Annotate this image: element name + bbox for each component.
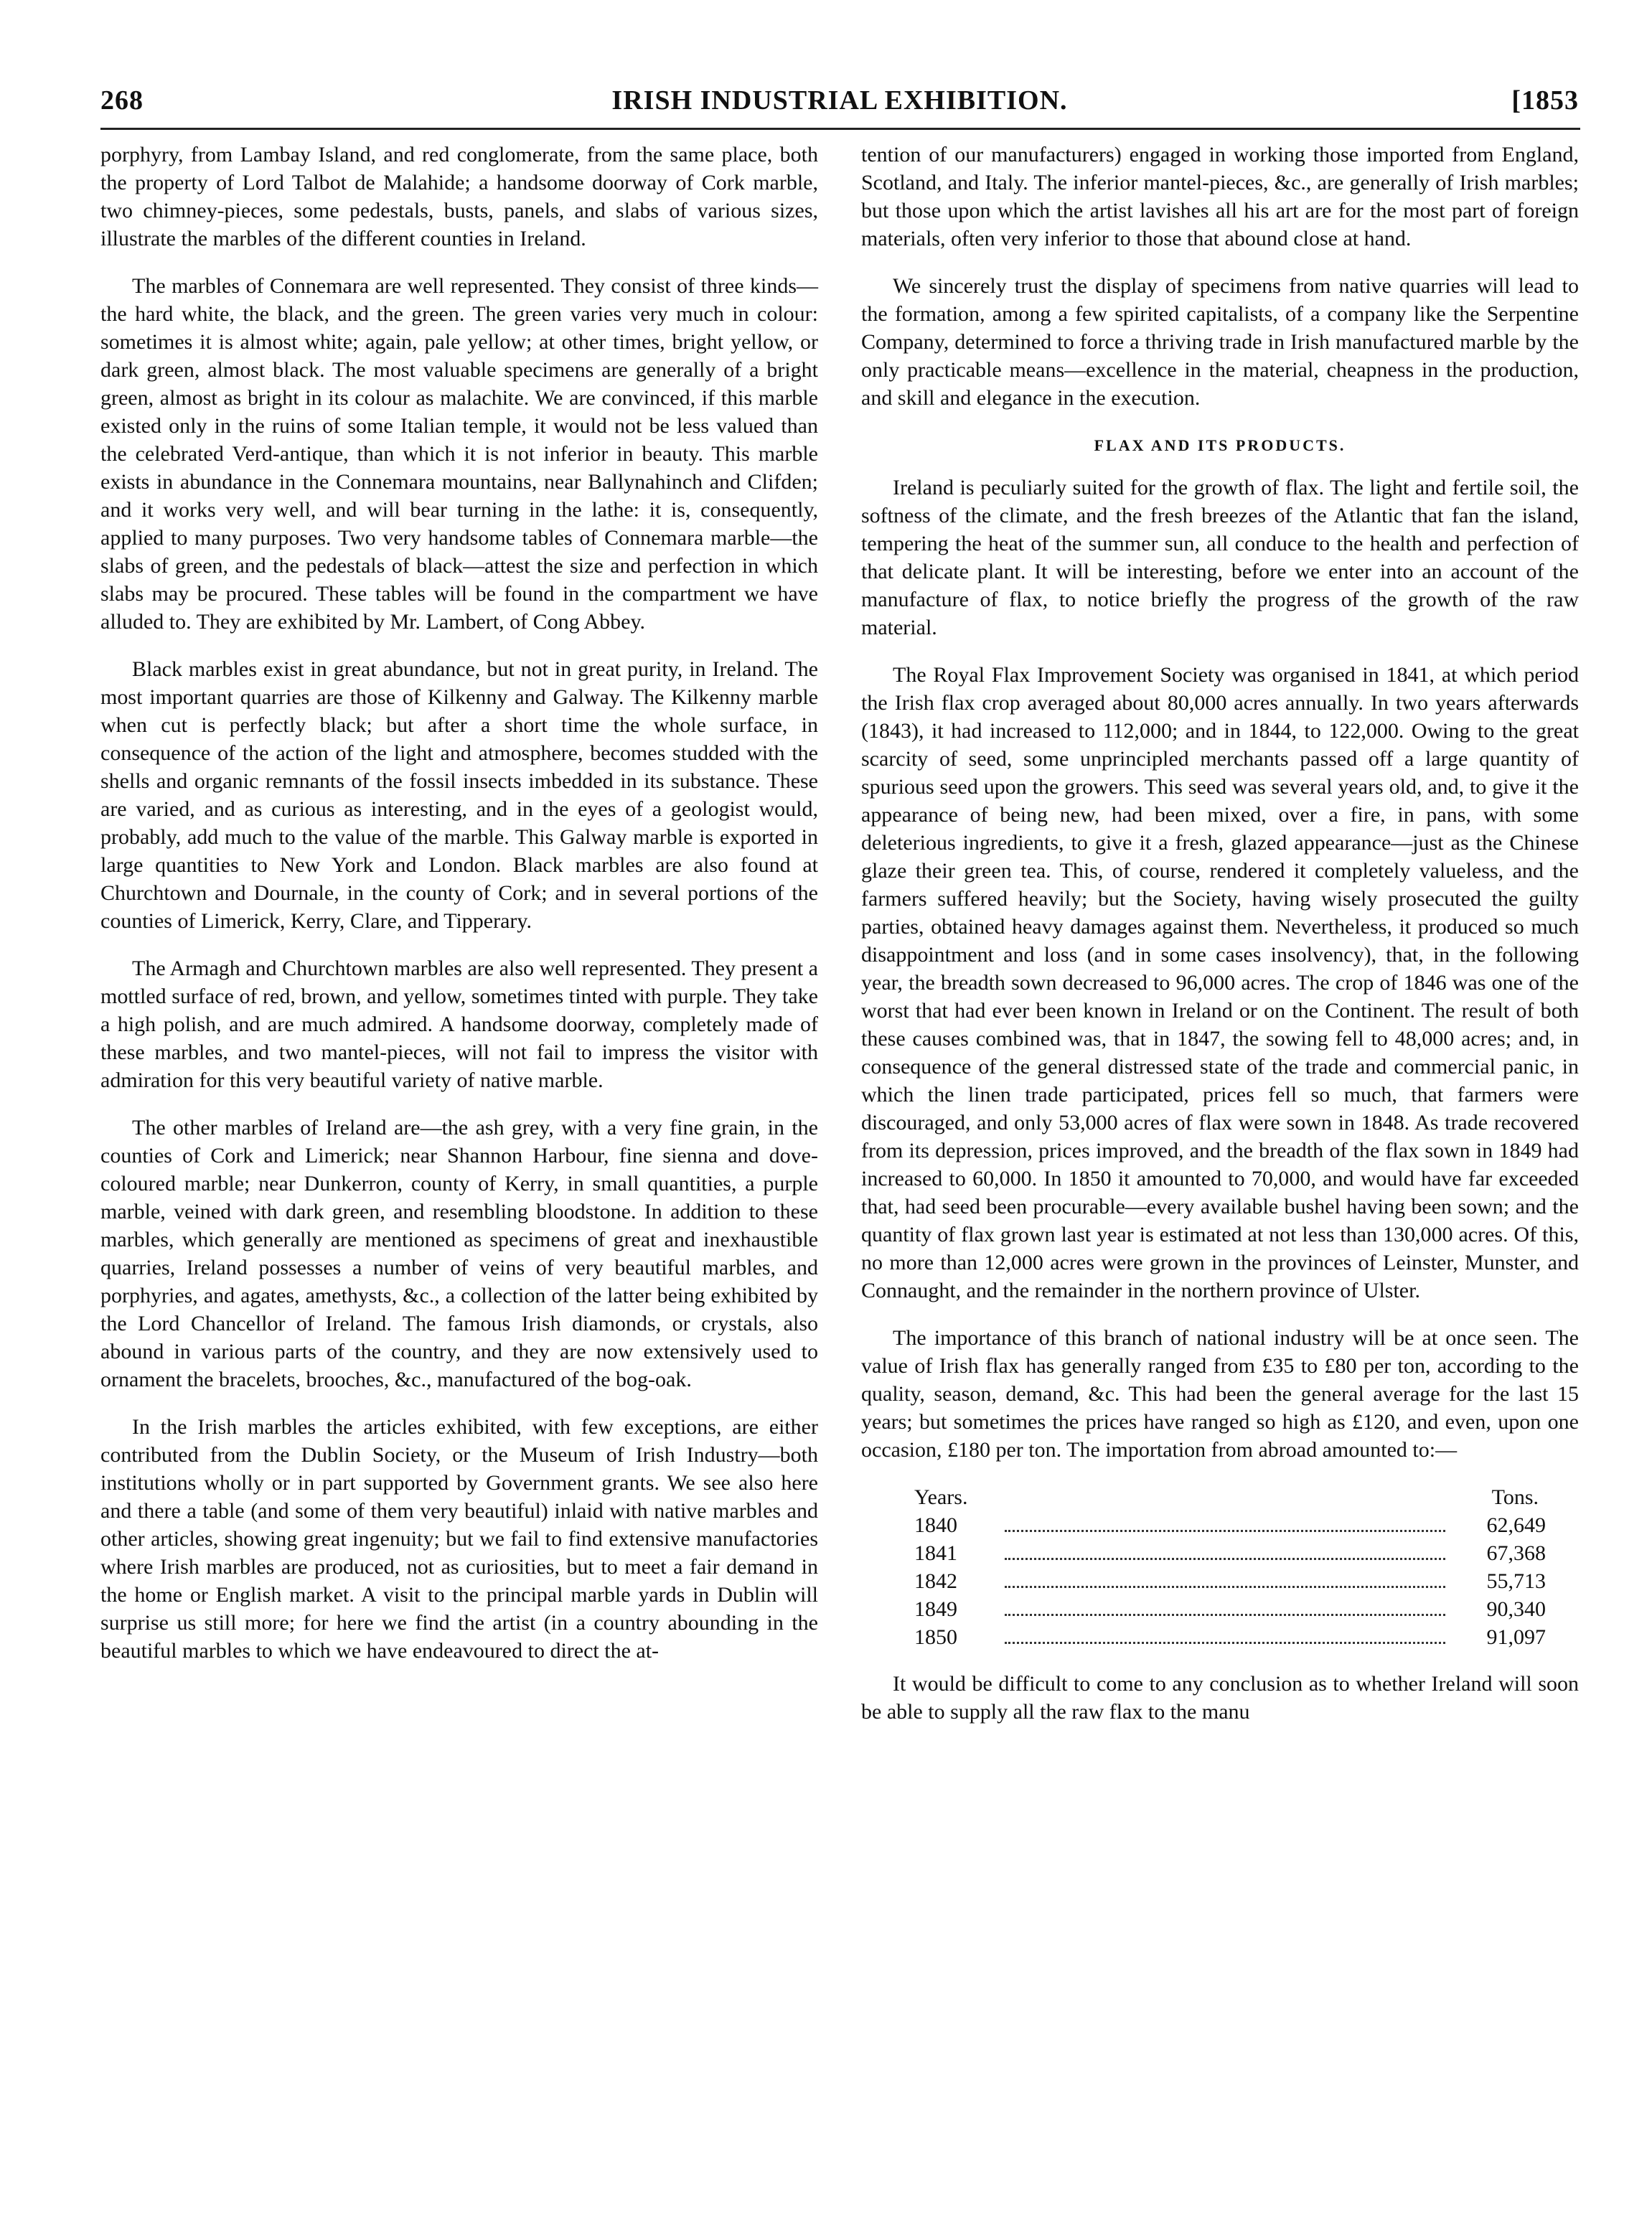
year-cell: 1841	[914, 1541, 957, 1565]
table-header	[914, 1483, 1546, 1511]
paragraph: The importance of this branch of national industry will be at once seen. The value of Irish flax has generally ranged from £35 to £80 per ton, according to the quality, season, demand, &c. This had been the general average for the last 15 years; but sometimes the prices have ranged so high as £120, and even, upon one occasion, £180 per ton. The importation from abroad amounted to:—	[861, 1326, 1579, 1462]
section-heading: FLAX AND ITS PRODUCTS.	[1094, 436, 1346, 454]
table-row	[914, 1539, 1546, 1567]
tons-cell: 55,713	[1486, 1569, 1546, 1593]
paragraph: The Armagh and Churchtown marbles are also well represented. They present a mottled surface of red, brown, and yellow, sometimes tinted with purple. They take a high polish, and are much admired. A handsome doorway, completely made of these marbles, and two mantel-pieces, will not fail to impress the visitor with admiration for this very beautiful variety of native marble.	[100, 957, 818, 1092]
paragraph: Black marbles exist in great abundance, but not in great purity, in Ireland. The most important quarries are those of Kilkenny and Galway. The Kilkenny marble when cut is perfectly black; but after a short time the whole surface, in consequence of the action of the light and atmosphere, becomes studded with the shells and organic remnants of the fossil insects imbedded in its substance. These are varied, and as curious as interesting, and in the eyes of a geologist would, probably, add much to the value of the marble. This Galway marble is exported in large quantities to New York and London. Black marbles are also found at Churchtown and Dournale, in the county of Cork; and in several portions of the counties of Limerick, Kerry, Clare, and Tipperary.	[100, 657, 818, 933]
paragraph: porphyry, from Lambay Island, and red conglomerate, from the same place, both the property of Lord Talbot de Malahide; a handsome doorway of Cork marble, two chimney-pieces, some pedestals, busts, panels, and slabs of various sizes, illustrate the marbles of the different counties in Ireland.	[100, 143, 818, 250]
dot-leader	[1005, 1558, 1445, 1560]
table-row	[914, 1595, 1546, 1623]
year-cell: 1842	[914, 1569, 957, 1593]
page-number: 268	[100, 85, 144, 116]
year-cell: 1850	[914, 1625, 957, 1649]
tons-cell: 90,340	[1486, 1597, 1546, 1621]
years-column-header: Years.	[914, 1485, 968, 1509]
paragraph: The marbles of Connemara are well represented. They consist of three kinds—the hard white, the black, and the green. The green varies very much in colour: sometimes it is almost white; again, pale yellow; at other times, bright yellow, or dark green, almost black. The most valuable specimens are generally of a bright green, almost as bright in its colour as malachite. We are convinced, if this marble existed only in the ruins of some Italian temple, it would not be less valued than the celebrated Verd-antique, than which it is not inferior in beauty. This marble exists in abundance in the Connemara mountains, near Ballynahinch and Clifden; and it works very well, and will bear turning in the lathe: it is, consequently, applied to many purposes. Two very handsome tables of Connemara marble—the slabs of green, and the pedestals of black—attest the size and perfection in which slabs may be procured. These tables will be found in the compartment we have alluded to. They are exhibited by Mr. Lambert, of Cong Abbey.	[100, 274, 818, 634]
dot-leader	[1005, 1614, 1445, 1616]
paragraph: The Royal Flax Improvement Society was organised in 1841, at which period the Irish flax crop averaged about 80,000 acres annually. In two years afterwards (1843), it had increased to 112,000; and in 1844, to 122,000. Owing to the great scarcity of seed, some unprincipled merchants passed off a large quantity of spurious seed upon the growers. This seed was several years old, and, to give it the appearance of being new, had been mixed, over a fire, in pans, with some deleterious ingredients, to give it a fresh, glazed appearance—just as the Chinese glaze their green tea. This, of course, rendered it completely valueless, and the farmers suffered heavily; but the Society, having wisely prosecuted the guilty parties, obtained heavy damages against them. Nevertheless, it produced so much disappointment and loss (and in some cases insolvency), that, in the following year, the breadth sown decreased to 96,000 acres. The crop of 1846 was one of the worst that had ever been known in Ireland or on the Continent. The result of both these causes combined was, that in 1847, the sowing fell to 48,000 acres; and, in consequence of the general distressed state of the trade and commercial panic, in which the linen trade participated, prices fell so much, that farmers were discouraged, and only 53,000 acres of flax were sown in 1848. As trade recovered from its depression, prices improved, and the breadth of the flax sown in 1849 had increased to 60,000. In 1850 it amounted to 70,000, and would have far exceeded that, had seed been procurable—every available bushel having been sown; and the quantity of flax grown last year is estimated at not less than 130,000 acres. Of this, no more than 12,000 acres were grown in the provinces of Leinster, Munster, and Connaught, and the remainder in the northern province of Ulster.	[861, 663, 1579, 1302]
dot-leader	[1005, 1530, 1445, 1532]
tons-cell: 67,368	[1486, 1541, 1546, 1565]
table-row	[914, 1623, 1546, 1651]
dot-leader	[1005, 1586, 1445, 1588]
left-column	[100, 141, 818, 1684]
paragraph: It would be difficult to come to any conclusion as to whether Ireland will soon be able to supply all the raw flax to the manu	[861, 1672, 1579, 1724]
right-column	[861, 141, 1579, 1745]
running-header	[100, 85, 1579, 128]
tons-cell: 62,649	[1486, 1513, 1546, 1537]
header-year: [1853	[1511, 85, 1579, 116]
table-row	[914, 1511, 1546, 1539]
flax-import-table	[914, 1483, 1546, 1651]
paragraph: Ireland is peculiarly suited for the growth of flax. The light and fertile soil, the softness of the climate, and the fresh breezes of the Atlantic that fan the island, tempering the heat of the summer sun, all conduce to the health and perfection of that delicate plant. It will be interesting, before we enter into an account of the manufacture of flax, to notice briefly the progress of the growth of the raw material.	[861, 476, 1579, 639]
paragraph: The other marbles of Ireland are—the ash grey, with a very fine grain, in the counties of Cork and Limerick; near Shannon Harbour, fine sienna and dove-coloured marble; near Dunkerron, county of Kerry, in small quantities, a purple marble, veined with dark green, and resembling bloodstone. In addition to these marbles, which generally are mentioned as specimens of great and inexhaustible quarries, Ireland possesses a number of veins of very beautiful marbles, and porphyries, and agates, amethysts, &c., a collection of the latter being exhibited by the Lord Chancellor of Ireland. The famous Irish diamonds, or crystals, also abound in various parts of the country, and they are now extensively used to ornament the bracelets, brooches, &c., manufactured of the bog-oak.	[100, 1116, 818, 1391]
running-title: IRISH INDUSTRIAL EXHIBITION.	[611, 85, 1068, 116]
table-row	[914, 1567, 1546, 1595]
paragraph: In the Irish marbles the articles exhibited, with few exceptions, are either contributed from the Dublin Society, or the Museum of Irish Industry—both institutions wholly or in part supported by Government grants. We see also here and there a table (and some of them very beautiful) inlaid with native marbles and other articles, showing great ingenuity; but we fail to find extensive manufactories where Irish marbles are produced, not as curiosities, but to meet a fair demand in the home or English market. A visit to the principal marble yards in Dublin will surprise us still more; for here we find the artist (in a country abounding in the beautiful marbles to which we have endeavoured to direct the at-	[100, 1415, 818, 1663]
year-cell: 1840	[914, 1513, 957, 1537]
header-rule	[100, 128, 1580, 130]
dot-leader	[1005, 1642, 1445, 1644]
tons-column-header: Tons.	[1491, 1485, 1539, 1509]
tons-cell: 91,097	[1486, 1625, 1546, 1649]
year-cell: 1849	[914, 1597, 957, 1621]
paragraph: tention of our manufacturers) engaged in working those imported from England, Scotland, and Italy. The inferior mantel-pieces, &c., are generally of Irish marbles; but those upon which the artist lavishes all his art are for the most part of foreign materials, often very inferior to those that abound close at hand.	[861, 143, 1579, 250]
paragraph: We sincerely trust the display of specimens from native quarries will lead to the formation, among a few spirited capitalists, of a company like the Serpentine Company, determined to force a thriving trade in Irish manufactured marble by the only practicable means—excellence in the material, cheapness in the production, and skill and elegance in the execution.	[861, 274, 1579, 410]
